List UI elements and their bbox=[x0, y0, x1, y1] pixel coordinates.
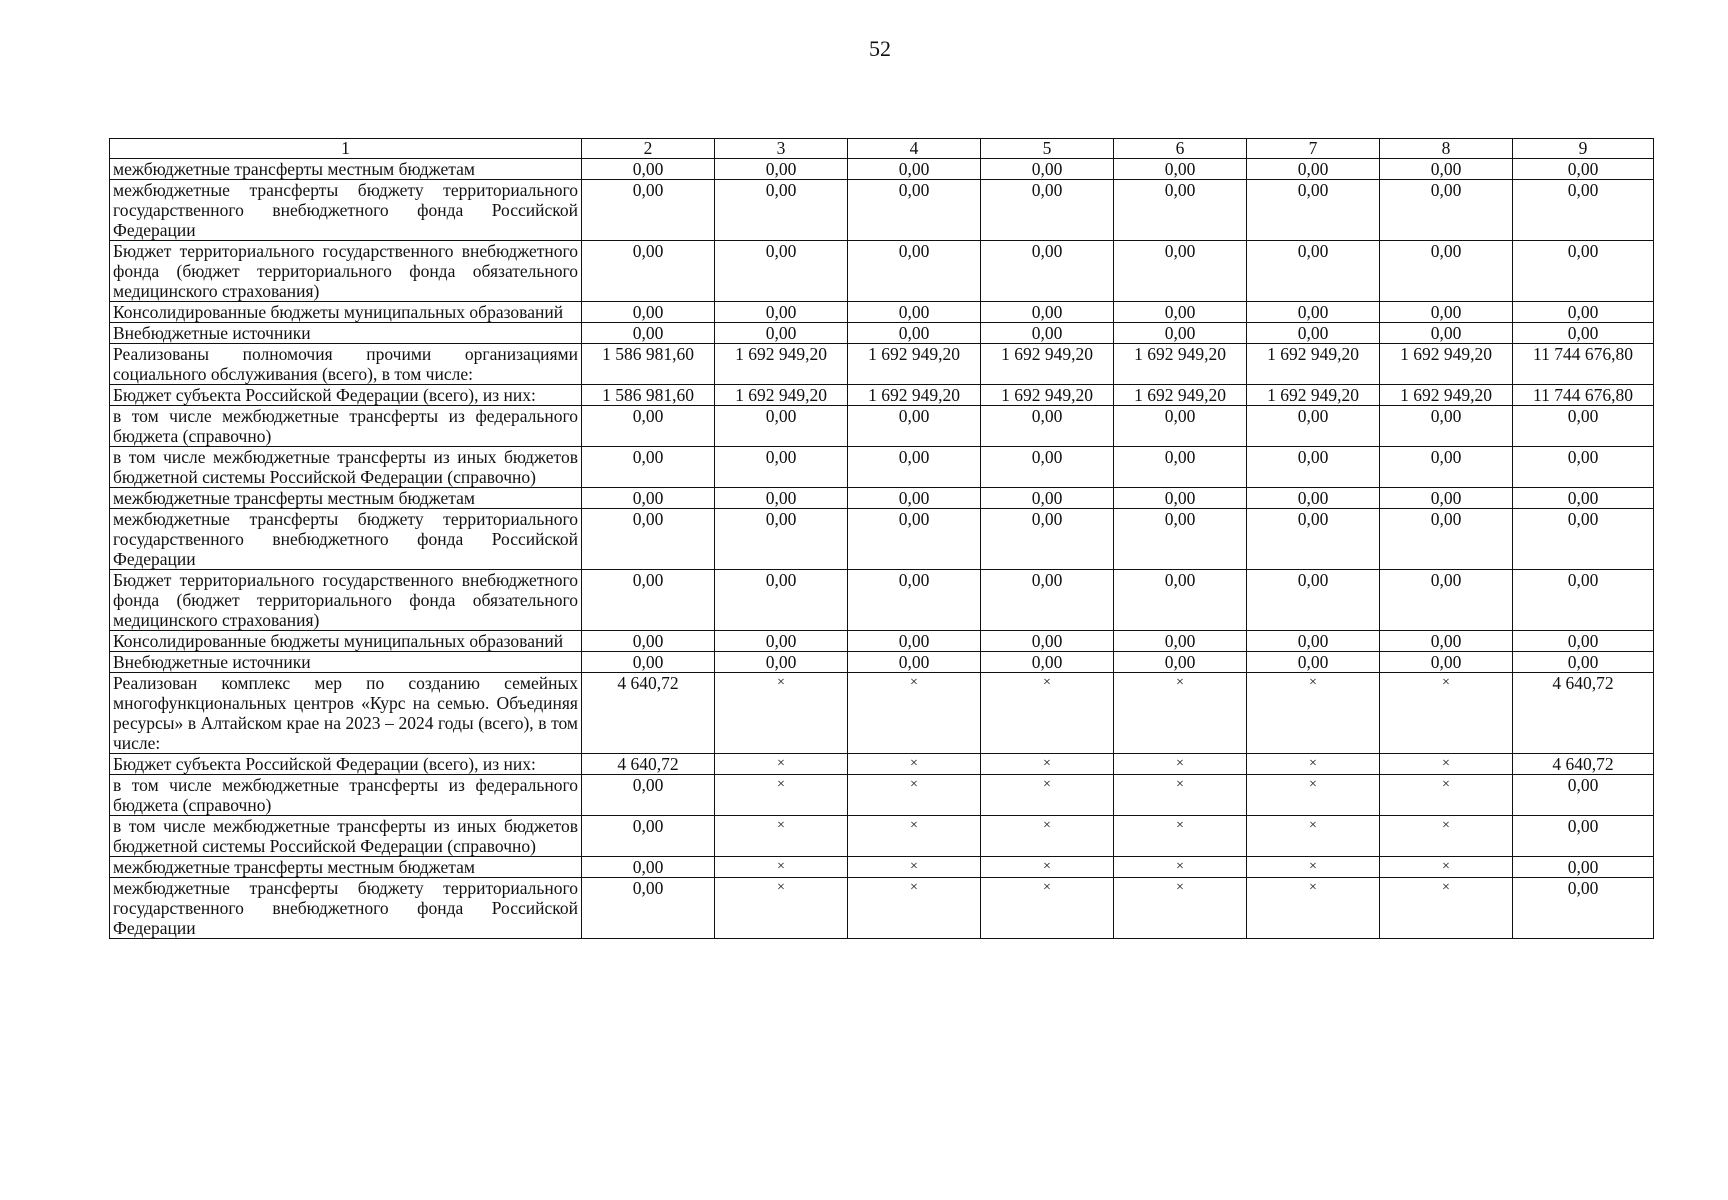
value-cell: 1 692 949,20 bbox=[715, 385, 848, 406]
value-cell: 1 692 949,20 bbox=[1114, 385, 1247, 406]
value-cell: × bbox=[981, 816, 1114, 857]
value-cell: 0,00 bbox=[981, 570, 1114, 631]
table-row bbox=[110, 302, 1654, 323]
value-cell: 1 692 949,20 bbox=[1380, 344, 1513, 385]
row-label: Бюджет субъекта Российской Федерации (всего), из них: bbox=[110, 385, 582, 406]
value-cell: × bbox=[1247, 775, 1380, 816]
value-cell: 0,00 bbox=[1247, 488, 1380, 509]
value-cell: 0,00 bbox=[1513, 323, 1654, 344]
value-cell: 1 692 949,20 bbox=[981, 385, 1114, 406]
value-cell: × bbox=[848, 857, 981, 878]
value-cell: 0,00 bbox=[1513, 652, 1654, 673]
row-label: межбюджетные трансферты бюджету территориального государственного внебюджетного фонда Российской Федерации bbox=[110, 180, 582, 241]
value-cell: 0,00 bbox=[1380, 241, 1513, 302]
value-cell: 0,00 bbox=[1513, 302, 1654, 323]
value-cell: 0,00 bbox=[1247, 406, 1380, 447]
value-cell: 4 640,72 bbox=[582, 754, 715, 775]
row-label: в том числе межбюджетные трансферты из иных бюджетов бюджетной системы Российской Федерации (справочно) bbox=[110, 816, 582, 857]
column-header: 3 bbox=[715, 139, 848, 159]
row-label: Консолидированные бюджеты муниципальных образований bbox=[110, 302, 582, 323]
value-cell: × bbox=[715, 775, 848, 816]
table-row bbox=[110, 509, 1654, 570]
row-label: в том числе межбюджетные трансферты из федерального бюджета (справочно) bbox=[110, 406, 582, 447]
value-cell: 0,00 bbox=[715, 406, 848, 447]
value-cell: 0,00 bbox=[1513, 570, 1654, 631]
value-cell: 0,00 bbox=[848, 159, 981, 180]
value-cell: × bbox=[1114, 857, 1247, 878]
value-cell: 0,00 bbox=[715, 159, 848, 180]
value-cell: 0,00 bbox=[1114, 631, 1247, 652]
table-row bbox=[110, 775, 1654, 816]
value-cell: 0,00 bbox=[1380, 509, 1513, 570]
value-cell: 1 586 981,60 bbox=[582, 344, 715, 385]
value-cell: 0,00 bbox=[1114, 652, 1247, 673]
value-cell: 0,00 bbox=[715, 447, 848, 488]
row-label: межбюджетные трансферты бюджету территориального государственного внебюджетного фонда Российской Федерации bbox=[110, 509, 582, 570]
table-row bbox=[110, 180, 1654, 241]
value-cell: × bbox=[1114, 673, 1247, 754]
value-cell: 0,00 bbox=[1513, 159, 1654, 180]
table-row bbox=[110, 754, 1654, 775]
value-cell: 0,00 bbox=[1114, 159, 1247, 180]
page-number: 52 bbox=[869, 36, 891, 61]
table-row bbox=[110, 652, 1654, 673]
value-cell: 0,00 bbox=[1513, 180, 1654, 241]
value-cell: × bbox=[1380, 878, 1513, 939]
value-cell: 4 640,72 bbox=[582, 673, 715, 754]
value-cell: × bbox=[1114, 775, 1247, 816]
value-cell: 0,00 bbox=[1114, 323, 1247, 344]
value-cell: 0,00 bbox=[1513, 447, 1654, 488]
value-cell: 0,00 bbox=[1247, 509, 1380, 570]
value-cell: × bbox=[981, 878, 1114, 939]
value-cell: 4 640,72 bbox=[1513, 673, 1654, 754]
row-label: Внебюджетные источники bbox=[110, 652, 582, 673]
value-cell: × bbox=[1247, 857, 1380, 878]
value-cell: 0,00 bbox=[1114, 509, 1247, 570]
row-label: Консолидированные бюджеты муниципальных образований bbox=[110, 631, 582, 652]
value-cell: × bbox=[1114, 878, 1247, 939]
value-cell: × bbox=[848, 673, 981, 754]
row-label: Бюджет территориального государственного внебюджетного фонда (бюджет территориального фонда обязательного медицинского страхования) bbox=[110, 241, 582, 302]
value-cell: × bbox=[1247, 673, 1380, 754]
row-label: Реализованы полномочия прочими организациями социального обслуживания (всего), в том числе: bbox=[110, 344, 582, 385]
column-header: 7 bbox=[1247, 139, 1380, 159]
row-label: Внебюджетные источники bbox=[110, 323, 582, 344]
table-row bbox=[110, 447, 1654, 488]
value-cell: 0,00 bbox=[1513, 878, 1654, 939]
table-body bbox=[110, 159, 1654, 939]
table-row bbox=[110, 631, 1654, 652]
value-cell: 0,00 bbox=[1380, 631, 1513, 652]
row-label: межбюджетные трансферты местным бюджетам bbox=[110, 857, 582, 878]
value-cell: 0,00 bbox=[1513, 488, 1654, 509]
value-cell: 0,00 bbox=[715, 488, 848, 509]
row-label: Бюджет территориального государственного внебюджетного фонда (бюджет территориального фонда обязательного медицинского страхования) bbox=[110, 570, 582, 631]
value-cell: 1 692 949,20 bbox=[1247, 385, 1380, 406]
value-cell: 0,00 bbox=[1380, 570, 1513, 631]
value-cell: 0,00 bbox=[582, 302, 715, 323]
value-cell: 0,00 bbox=[1114, 447, 1247, 488]
value-cell: 0,00 bbox=[582, 447, 715, 488]
value-cell: × bbox=[1114, 816, 1247, 857]
value-cell: 0,00 bbox=[981, 406, 1114, 447]
value-cell: 1 692 949,20 bbox=[981, 344, 1114, 385]
value-cell: 0,00 bbox=[848, 447, 981, 488]
value-cell: × bbox=[848, 878, 981, 939]
value-cell: 0,00 bbox=[981, 323, 1114, 344]
value-cell: 0,00 bbox=[1380, 652, 1513, 673]
table-row bbox=[110, 570, 1654, 631]
value-cell: 0,00 bbox=[582, 159, 715, 180]
value-cell: × bbox=[715, 754, 848, 775]
value-cell: × bbox=[1114, 754, 1247, 775]
value-cell: 0,00 bbox=[1247, 447, 1380, 488]
value-cell: 4 640,72 bbox=[1513, 754, 1654, 775]
value-cell: 0,00 bbox=[1513, 857, 1654, 878]
value-cell: 0,00 bbox=[582, 488, 715, 509]
value-cell: × bbox=[981, 775, 1114, 816]
row-label: Реализован комплекс мер по созданию семейных многофункциональных центров «Курс на семью. Объединяя ресурсы» в Алтайском крае на 2023 – 2024 годы (всего), в том числе: bbox=[110, 673, 582, 754]
value-cell: 0,00 bbox=[848, 570, 981, 631]
value-cell: 0,00 bbox=[715, 631, 848, 652]
value-cell: × bbox=[1380, 857, 1513, 878]
value-cell: 0,00 bbox=[582, 180, 715, 241]
column-number-row bbox=[110, 139, 1654, 159]
column-header: 1 bbox=[110, 139, 582, 159]
row-label: межбюджетные трансферты местным бюджетам bbox=[110, 488, 582, 509]
value-cell: 0,00 bbox=[1114, 302, 1247, 323]
table-row bbox=[110, 323, 1654, 344]
value-cell: 0,00 bbox=[848, 652, 981, 673]
value-cell: × bbox=[848, 754, 981, 775]
value-cell: 0,00 bbox=[1114, 180, 1247, 241]
value-cell: 0,00 bbox=[1380, 488, 1513, 509]
table-row bbox=[110, 878, 1654, 939]
value-cell: 0,00 bbox=[1247, 323, 1380, 344]
value-cell: 0,00 bbox=[981, 488, 1114, 509]
column-header: 8 bbox=[1380, 139, 1513, 159]
row-label: межбюджетные трансферты местным бюджетам bbox=[110, 159, 582, 180]
budget-table bbox=[109, 138, 1654, 939]
value-cell: 0,00 bbox=[1114, 406, 1247, 447]
value-cell: 0,00 bbox=[582, 241, 715, 302]
value-cell: 0,00 bbox=[848, 406, 981, 447]
table-row bbox=[110, 673, 1654, 754]
value-cell: × bbox=[715, 816, 848, 857]
value-cell: 0,00 bbox=[1114, 570, 1247, 631]
value-cell: 1 692 949,20 bbox=[1114, 344, 1247, 385]
value-cell: 0,00 bbox=[582, 878, 715, 939]
value-cell: 0,00 bbox=[715, 241, 848, 302]
column-header: 6 bbox=[1114, 139, 1247, 159]
value-cell: 0,00 bbox=[1247, 159, 1380, 180]
value-cell: 0,00 bbox=[981, 631, 1114, 652]
value-cell: 0,00 bbox=[981, 652, 1114, 673]
value-cell: 11 744 676,80 bbox=[1513, 385, 1654, 406]
value-cell: 0,00 bbox=[1513, 816, 1654, 857]
value-cell: 0,00 bbox=[715, 302, 848, 323]
value-cell: 0,00 bbox=[1247, 652, 1380, 673]
value-cell: 0,00 bbox=[1247, 570, 1380, 631]
value-cell: × bbox=[1380, 816, 1513, 857]
value-cell: 0,00 bbox=[1513, 241, 1654, 302]
value-cell: × bbox=[848, 775, 981, 816]
value-cell: 0,00 bbox=[848, 323, 981, 344]
table-row bbox=[110, 241, 1654, 302]
value-cell: 0,00 bbox=[1513, 406, 1654, 447]
value-cell: 1 692 949,20 bbox=[1247, 344, 1380, 385]
value-cell: 0,00 bbox=[1247, 241, 1380, 302]
table-row bbox=[110, 344, 1654, 385]
row-label: Бюджет субъекта Российской Федерации (всего), из них: bbox=[110, 754, 582, 775]
value-cell: × bbox=[848, 816, 981, 857]
value-cell: 0,00 bbox=[1247, 302, 1380, 323]
value-cell: 0,00 bbox=[582, 775, 715, 816]
value-cell: 0,00 bbox=[1513, 509, 1654, 570]
value-cell: × bbox=[981, 754, 1114, 775]
value-cell: × bbox=[715, 857, 848, 878]
value-cell: 0,00 bbox=[715, 509, 848, 570]
value-cell: 11 744 676,80 bbox=[1513, 344, 1654, 385]
table-row bbox=[110, 857, 1654, 878]
column-header: 9 bbox=[1513, 139, 1654, 159]
value-cell: 0,00 bbox=[1380, 406, 1513, 447]
value-cell: × bbox=[1247, 754, 1380, 775]
value-cell: 0,00 bbox=[1380, 302, 1513, 323]
value-cell: 0,00 bbox=[981, 159, 1114, 180]
row-label: в том числе межбюджетные трансферты из иных бюджетов бюджетной системы Российской Федерации (справочно) bbox=[110, 447, 582, 488]
value-cell: 0,00 bbox=[582, 509, 715, 570]
value-cell: 0,00 bbox=[1114, 488, 1247, 509]
value-cell: 0,00 bbox=[1380, 159, 1513, 180]
value-cell: 0,00 bbox=[848, 180, 981, 241]
value-cell: 0,00 bbox=[848, 509, 981, 570]
table-row bbox=[110, 816, 1654, 857]
table-row bbox=[110, 406, 1654, 447]
value-cell: 0,00 bbox=[848, 631, 981, 652]
value-cell: × bbox=[1380, 775, 1513, 816]
value-cell: 0,00 bbox=[981, 447, 1114, 488]
value-cell: 0,00 bbox=[1513, 631, 1654, 652]
value-cell: 0,00 bbox=[715, 323, 848, 344]
value-cell: 0,00 bbox=[582, 652, 715, 673]
value-cell: 0,00 bbox=[848, 241, 981, 302]
value-cell: × bbox=[1247, 816, 1380, 857]
value-cell: 0,00 bbox=[582, 406, 715, 447]
value-cell: 1 692 949,20 bbox=[715, 344, 848, 385]
value-cell: 0,00 bbox=[582, 857, 715, 878]
value-cell: 0,00 bbox=[582, 816, 715, 857]
table-row bbox=[110, 159, 1654, 180]
value-cell: 0,00 bbox=[1114, 241, 1247, 302]
value-cell: 0,00 bbox=[715, 652, 848, 673]
column-header: 5 bbox=[981, 139, 1114, 159]
value-cell: 0,00 bbox=[1380, 447, 1513, 488]
column-header: 4 bbox=[848, 139, 981, 159]
value-cell: 0,00 bbox=[981, 509, 1114, 570]
value-cell: 1 692 949,20 bbox=[848, 344, 981, 385]
value-cell: 0,00 bbox=[1380, 180, 1513, 241]
value-cell: 1 692 949,20 bbox=[848, 385, 981, 406]
row-label: межбюджетные трансферты бюджету территориального государственного внебюджетного фонда Российской Федерации bbox=[110, 878, 582, 939]
value-cell: 0,00 bbox=[1247, 180, 1380, 241]
value-cell: × bbox=[981, 857, 1114, 878]
row-label: в том числе межбюджетные трансферты из федерального бюджета (справочно) bbox=[110, 775, 582, 816]
value-cell: 1 692 949,20 bbox=[1380, 385, 1513, 406]
value-cell: 0,00 bbox=[582, 570, 715, 631]
value-cell: × bbox=[1380, 754, 1513, 775]
value-cell: 0,00 bbox=[981, 180, 1114, 241]
value-cell: 0,00 bbox=[582, 631, 715, 652]
table-row bbox=[110, 488, 1654, 509]
value-cell: 0,00 bbox=[981, 302, 1114, 323]
value-cell: 0,00 bbox=[715, 180, 848, 241]
value-cell: × bbox=[981, 673, 1114, 754]
column-header: 2 bbox=[582, 139, 715, 159]
value-cell: 0,00 bbox=[1247, 631, 1380, 652]
value-cell: 0,00 bbox=[848, 488, 981, 509]
value-cell: × bbox=[1380, 673, 1513, 754]
value-cell: 0,00 bbox=[981, 241, 1114, 302]
value-cell: 0,00 bbox=[1380, 323, 1513, 344]
value-cell: × bbox=[1247, 878, 1380, 939]
value-cell: × bbox=[715, 878, 848, 939]
value-cell: 0,00 bbox=[848, 302, 981, 323]
value-cell: 0,00 bbox=[1513, 775, 1654, 816]
value-cell: 1 586 981,60 bbox=[582, 385, 715, 406]
value-cell: 0,00 bbox=[715, 570, 848, 631]
value-cell: × bbox=[715, 673, 848, 754]
table-row bbox=[110, 385, 1654, 406]
value-cell: 0,00 bbox=[582, 323, 715, 344]
